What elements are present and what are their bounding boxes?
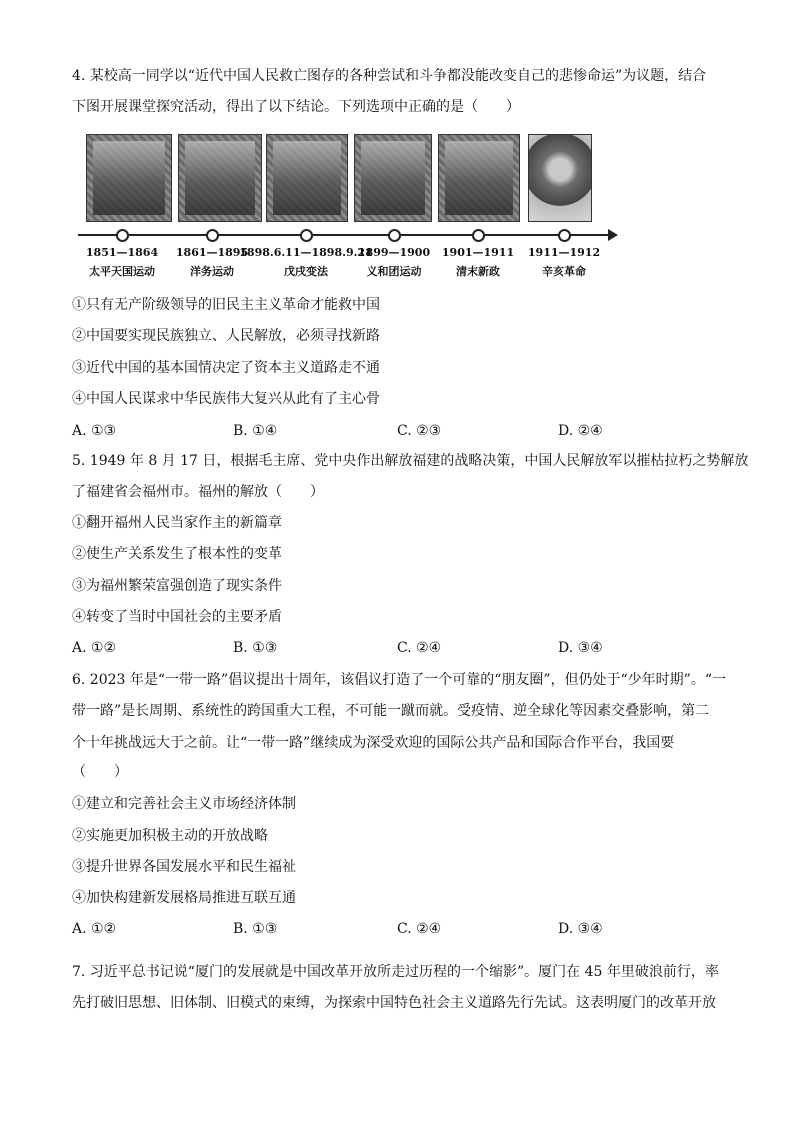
photo-xinhai-revolution-portrait	[528, 134, 592, 222]
history-timeline-figure	[76, 130, 626, 280]
q6-option-b[interactable]: B. ①③	[233, 921, 278, 937]
timeline-date: 1911—1912	[527, 246, 601, 259]
timeline-event-name: 辛亥革命	[542, 265, 586, 278]
timeline-event-name: 洋务运动	[190, 265, 234, 278]
timeline-date: 1861—1895	[175, 246, 249, 259]
timeline-dot	[206, 229, 219, 242]
q6-statement-2: ②实施更加积极主动的开放战略	[72, 828, 268, 844]
q5-option-a[interactable]: A. ①②	[72, 640, 117, 656]
q4-option-c[interactable]: C. ②③	[397, 423, 442, 439]
q4-statement-2: ②中国要实现民族独立、人民解放，必须寻找新路	[72, 328, 380, 344]
q4-stem-line-1: 4. 某校高一同学以“近代中国人民救亡图存的各种尝试和斗争都没能改变自己的悲惨命运”为议题，结合	[72, 68, 707, 84]
q6-stem-line-2: 带一路”是长周期、系统性的跨国重大工程，不可能一蹴而就。受疫情、逆全球化等因素交叠影响，第二	[72, 703, 710, 719]
timeline-dot	[300, 229, 313, 242]
timeline-arrow-icon	[608, 229, 618, 241]
q6-statement-4: ④加快构建新发展格局推进互联互通	[72, 890, 296, 906]
timeline-dot	[388, 229, 401, 242]
q6-stem-line-4: （ ）	[72, 764, 128, 780]
q4-stem-line-2: 下图开展课堂探究活动，得出了以下结论。下列选项中正确的是（ ）	[72, 99, 520, 115]
timeline-axis	[78, 234, 612, 236]
q4-statement-4: ④中国人民谋求中华民族伟大复兴从此有了主心骨	[72, 391, 380, 407]
timeline-dot	[558, 229, 571, 242]
q6-option-c[interactable]: C. ②④	[397, 921, 442, 937]
q5-option-c[interactable]: C. ②④	[397, 640, 442, 656]
timeline-dot	[116, 229, 129, 242]
q5-statement-1: ①翻开福州人民当家作主的新篇章	[72, 515, 282, 531]
timeline-date: 1851—1864	[85, 246, 159, 259]
q5-option-d[interactable]: D. ③④	[558, 640, 603, 656]
q6-stem-line-3: 个十年挑战远大于之前。让“一带一路”继续成为深受欢迎的国际公共产品和国际合作平台，我国要	[72, 735, 675, 751]
photo-wuxu-reform	[266, 134, 348, 222]
timeline-date: 1898.6.11—1898.9.21	[239, 246, 373, 259]
q4-option-a[interactable]: A. ①③	[72, 423, 117, 439]
q4-option-d[interactable]: D. ②④	[558, 423, 603, 439]
q5-statement-2: ②使生产关系发生了根本性的变革	[72, 546, 282, 562]
timeline-event-name: 清末新政	[456, 265, 500, 278]
photo-taiping	[86, 134, 172, 222]
q7-stem-line-2: 先打破旧思想、旧体制、旧模式的束缚，为探索中国特色社会主义道路先行先试。这表明厦门的改革开放	[72, 995, 716, 1011]
q4-statement-1: ①只有无产阶级领导的旧民主主义革命才能救中国	[72, 297, 380, 313]
photo-westernization	[178, 134, 262, 222]
timeline-event-name: 太平天国运动	[89, 265, 155, 278]
q5-statement-4: ④转变了当时中国社会的主要矛盾	[72, 609, 282, 625]
q5-stem-line-1: 5. 1949 年 8 月 17 日，根据毛主席、党中央作出解放福建的战略决策，中国人民解放军以摧枯拉朽之势解放	[72, 453, 749, 469]
timeline-event-name: 义和团运动	[366, 265, 422, 278]
timeline-date: 1901—1911	[441, 246, 515, 259]
timeline-event-name: 戊戌变法	[284, 265, 328, 278]
q6-stem-line-1: 6. 2023 年是“一带一路”倡议提出十周年，该倡议打造了一个可靠的“朋友圈”，但仍处于“少年时期”。“一	[72, 672, 726, 688]
q5-statement-3: ③为福州繁荣富强创造了现实条件	[72, 578, 282, 594]
timeline-date: 1899—1900	[357, 246, 431, 259]
q6-statement-3: ③提升世界各国发展水平和民生福祉	[72, 859, 296, 875]
q7-stem-line-1: 7. 习近平总书记说“厦门的发展就是中国改革开放所走过历程的一个缩影”。厦门在 45 年里破浪前行，率	[72, 964, 719, 980]
q5-stem-line-2: 了福建省会福州市。福州的解放（ ）	[72, 484, 324, 500]
q5-option-b[interactable]: B. ①③	[233, 640, 278, 656]
photo-boxer-movement	[354, 134, 432, 222]
q6-option-a[interactable]: A. ①②	[72, 921, 117, 937]
q6-statement-1: ①建立和完善社会主义市场经济体制	[72, 796, 296, 812]
timeline-dot	[472, 229, 485, 242]
q6-option-d[interactable]: D. ③④	[558, 921, 603, 937]
q4-statement-3: ③近代中国的基本国情决定了资本主义道路走不通	[72, 360, 380, 376]
q4-option-b[interactable]: B. ①④	[233, 423, 278, 439]
photo-late-qing-reform	[438, 134, 520, 222]
